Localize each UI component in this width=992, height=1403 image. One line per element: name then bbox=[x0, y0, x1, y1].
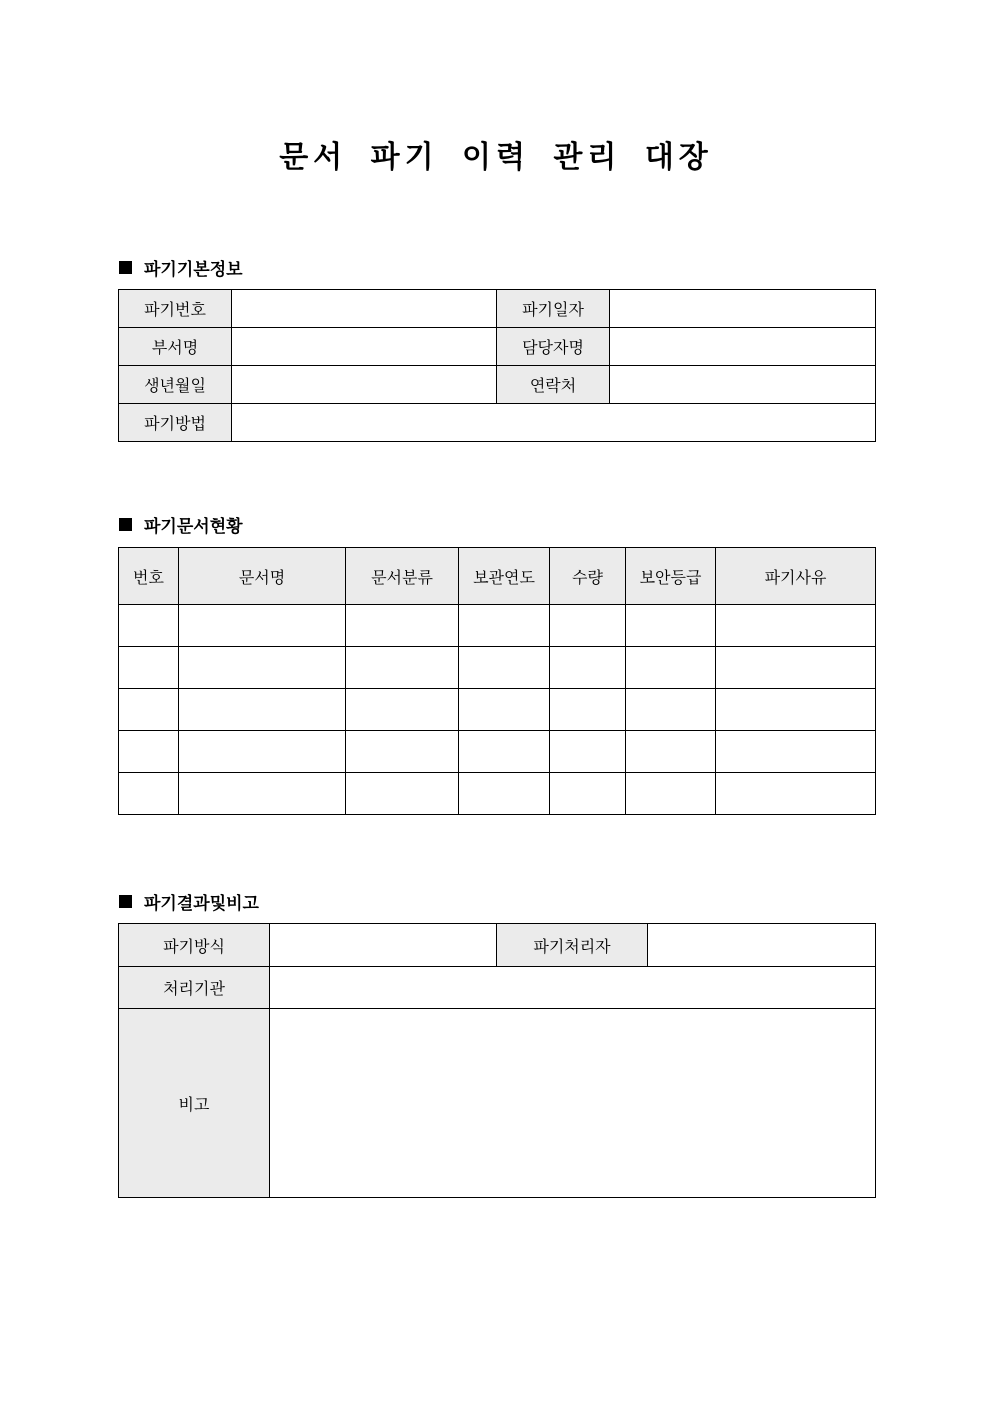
contact-field[interactable] bbox=[610, 366, 876, 404]
manager-name-field[interactable] bbox=[610, 328, 876, 366]
agency-field[interactable] bbox=[270, 967, 876, 1009]
birthdate-label: 생년월일 bbox=[119, 366, 232, 404]
cell-category[interactable] bbox=[346, 731, 459, 773]
section-heading-label: 파기기본정보 bbox=[144, 260, 243, 280]
processor-field[interactable] bbox=[648, 924, 876, 967]
processor-label: 파기처리자 bbox=[497, 924, 648, 967]
table-row bbox=[119, 366, 876, 404]
table-row bbox=[119, 290, 876, 328]
cell-quantity[interactable] bbox=[550, 731, 626, 773]
cell-number[interactable] bbox=[119, 647, 179, 689]
remarks-label: 비고 bbox=[119, 1009, 270, 1198]
column-header-category: 문서분류 bbox=[346, 548, 459, 605]
table-row bbox=[119, 647, 876, 689]
disposal-number-label: 파기번호 bbox=[119, 290, 232, 328]
cell-document-name[interactable] bbox=[179, 605, 346, 647]
result-table bbox=[118, 923, 876, 1198]
column-header-document-name: 문서명 bbox=[179, 548, 346, 605]
disposal-type-field[interactable] bbox=[270, 924, 497, 967]
page-title: 문서 파기 이력 관리 대장 bbox=[279, 140, 713, 175]
manager-name-label: 담당자명 bbox=[497, 328, 610, 366]
table-row bbox=[119, 404, 876, 442]
section-heading-documents bbox=[119, 512, 243, 537]
column-header-quantity: 수량 bbox=[550, 548, 626, 605]
section-heading-label: 파기문서현황 bbox=[144, 517, 243, 537]
department-field[interactable] bbox=[232, 328, 497, 366]
cell-document-name[interactable] bbox=[179, 731, 346, 773]
cell-document-name[interactable] bbox=[179, 773, 346, 815]
table-row bbox=[119, 967, 876, 1009]
cell-security-level[interactable] bbox=[626, 689, 716, 731]
cell-category[interactable] bbox=[346, 605, 459, 647]
cell-document-name[interactable] bbox=[179, 689, 346, 731]
cell-quantity[interactable] bbox=[550, 773, 626, 815]
cell-number[interactable] bbox=[119, 605, 179, 647]
cell-quantity[interactable] bbox=[550, 647, 626, 689]
column-header-disposal-reason: 파기사유 bbox=[716, 548, 876, 605]
table-header-row bbox=[119, 548, 876, 605]
basic-info-table bbox=[118, 289, 876, 442]
disposal-type-label: 파기방식 bbox=[119, 924, 270, 967]
section-heading-label: 파기결과및비고 bbox=[144, 894, 259, 914]
cell-retention-year[interactable] bbox=[459, 689, 550, 731]
cell-quantity[interactable] bbox=[550, 605, 626, 647]
disposal-method-label: 파기방법 bbox=[119, 404, 232, 442]
cell-category[interactable] bbox=[346, 689, 459, 731]
table-row bbox=[119, 605, 876, 647]
cell-disposal-reason[interactable] bbox=[716, 605, 876, 647]
contact-label: 연락처 bbox=[497, 366, 610, 404]
documents-table bbox=[118, 547, 876, 815]
cell-number[interactable] bbox=[119, 773, 179, 815]
cell-document-name[interactable] bbox=[179, 647, 346, 689]
cell-category[interactable] bbox=[346, 773, 459, 815]
table-row bbox=[119, 1009, 876, 1198]
birthdate-field[interactable] bbox=[232, 366, 497, 404]
column-header-number: 번호 bbox=[119, 548, 179, 605]
cell-category[interactable] bbox=[346, 647, 459, 689]
square-bullet-icon bbox=[119, 895, 132, 908]
cell-retention-year[interactable] bbox=[459, 647, 550, 689]
cell-retention-year[interactable] bbox=[459, 731, 550, 773]
table-row bbox=[119, 328, 876, 366]
cell-security-level[interactable] bbox=[626, 731, 716, 773]
cell-security-level[interactable] bbox=[626, 647, 716, 689]
column-header-retention-year: 보관연도 bbox=[459, 548, 550, 605]
remarks-field[interactable] bbox=[270, 1009, 876, 1198]
cell-retention-year[interactable] bbox=[459, 605, 550, 647]
cell-security-level[interactable] bbox=[626, 605, 716, 647]
cell-quantity[interactable] bbox=[550, 689, 626, 731]
agency-label: 처리기관 bbox=[119, 967, 270, 1009]
cell-disposal-reason[interactable] bbox=[716, 731, 876, 773]
cell-disposal-reason[interactable] bbox=[716, 773, 876, 815]
square-bullet-icon bbox=[119, 261, 132, 274]
cell-number[interactable] bbox=[119, 689, 179, 731]
section-heading-result bbox=[119, 889, 259, 914]
cell-disposal-reason[interactable] bbox=[716, 647, 876, 689]
disposal-method-field[interactable] bbox=[232, 404, 876, 442]
disposal-date-label: 파기일자 bbox=[497, 290, 610, 328]
cell-disposal-reason[interactable] bbox=[716, 689, 876, 731]
table-row bbox=[119, 924, 876, 967]
column-header-security-level: 보안등급 bbox=[626, 548, 716, 605]
cell-number[interactable] bbox=[119, 731, 179, 773]
disposal-date-field[interactable] bbox=[610, 290, 876, 328]
square-bullet-icon bbox=[119, 518, 132, 531]
department-label: 부서명 bbox=[119, 328, 232, 366]
table-row bbox=[119, 731, 876, 773]
table-row bbox=[119, 689, 876, 731]
cell-security-level[interactable] bbox=[626, 773, 716, 815]
cell-retention-year[interactable] bbox=[459, 773, 550, 815]
table-row bbox=[119, 773, 876, 815]
disposal-number-field[interactable] bbox=[232, 290, 497, 328]
section-heading-basic-info bbox=[119, 255, 243, 280]
